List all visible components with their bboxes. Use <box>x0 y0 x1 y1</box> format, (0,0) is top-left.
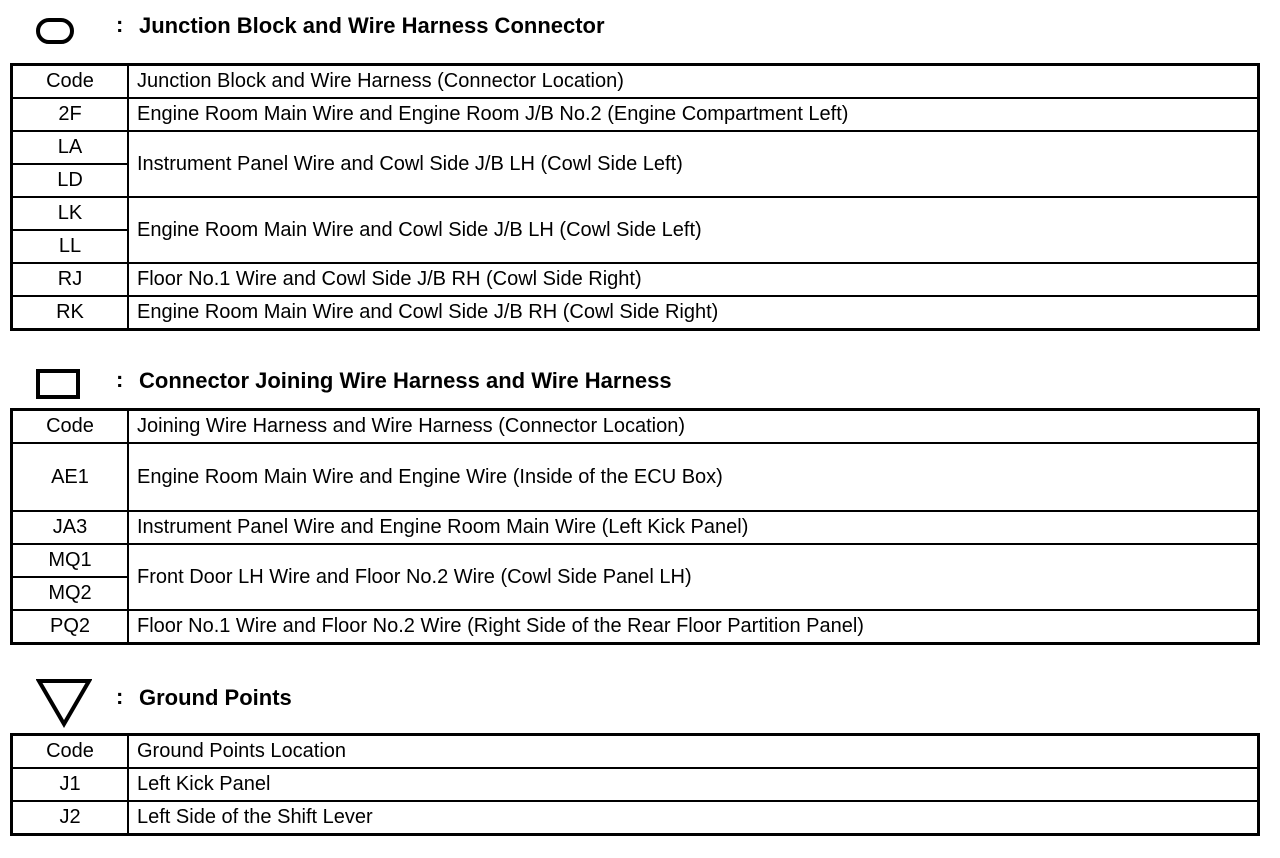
description-cell: Left Kick Panel <box>128 768 1259 801</box>
description-header: Joining Wire Harness and Wire Harness (Connector Location) <box>128 410 1259 444</box>
section-header-ground-points <box>0 678 1280 728</box>
code-cell: PQ2 <box>12 610 129 644</box>
code-cell: LL <box>12 230 129 263</box>
description-cell: Instrument Panel Wire and Cowl Side J/B LH (Cowl Side Left) <box>128 131 1259 197</box>
code-cell: AE1 <box>12 443 129 511</box>
section-header-junction-block <box>0 6 1280 46</box>
section-title: Ground Points <box>139 685 292 710</box>
description-cell: Floor No.1 Wire and Floor No.2 Wire (Right Side of the Rear Floor Partition Panel) <box>128 610 1259 644</box>
section-colon: : <box>116 12 124 37</box>
code-cell: J2 <box>12 801 129 835</box>
table-row <box>12 98 1259 131</box>
description-cell: Engine Room Main Wire and Engine Wire (Inside of the ECU Box) <box>128 443 1259 511</box>
code-cell: MQ2 <box>12 577 129 610</box>
table-row <box>12 263 1259 296</box>
code-cell: J1 <box>12 768 129 801</box>
table-row <box>12 544 1259 577</box>
description-cell: Engine Room Main Wire and Cowl Side J/B RH (Cowl Side Right) <box>128 296 1259 330</box>
description-cell: Floor No.1 Wire and Cowl Side J/B RH (Cowl Side Right) <box>128 263 1259 296</box>
connector-joining-table <box>10 408 1260 645</box>
table-header-row <box>12 410 1259 444</box>
square-icon <box>36 369 80 399</box>
ground-points-table <box>10 733 1260 836</box>
section-header-connector-joining <box>0 361 1280 401</box>
code-cell: LD <box>12 164 129 197</box>
code-header: Code <box>12 735 129 769</box>
code-cell: LK <box>12 197 129 230</box>
table-header-row <box>12 65 1259 99</box>
code-cell: RJ <box>12 263 129 296</box>
code-cell: RK <box>12 296 129 330</box>
section-colon: : <box>116 684 124 709</box>
description-cell: Left Side of the Shift Lever <box>128 801 1259 835</box>
description-header: Junction Block and Wire Harness (Connector Location) <box>128 65 1259 99</box>
code-header: Code <box>12 410 129 444</box>
table-row <box>12 443 1259 511</box>
code-cell: MQ1 <box>12 544 129 577</box>
section-title: Junction Block and Wire Harness Connector <box>139 13 605 38</box>
rounded-rectangle-icon <box>36 18 74 44</box>
table-row <box>12 768 1259 801</box>
description-header: Ground Points Location <box>128 735 1259 769</box>
table-row <box>12 296 1259 330</box>
description-cell: Front Door LH Wire and Floor No.2 Wire (Cowl Side Panel LH) <box>128 544 1259 610</box>
section-colon: : <box>116 367 124 392</box>
code-header: Code <box>12 65 129 99</box>
code-cell: 2F <box>12 98 129 131</box>
inverted-triangle-icon <box>36 678 92 728</box>
code-cell: JA3 <box>12 511 129 544</box>
table-row <box>12 511 1259 544</box>
description-cell: Engine Room Main Wire and Engine Room J/B No.2 (Engine Compartment Left) <box>128 98 1259 131</box>
description-cell: Engine Room Main Wire and Cowl Side J/B LH (Cowl Side Left) <box>128 197 1259 263</box>
table-row <box>12 801 1259 835</box>
section-title: Connector Joining Wire Harness and Wire Harness <box>139 368 672 393</box>
table-row <box>12 131 1259 164</box>
table-header-row <box>12 735 1259 769</box>
table-row <box>12 197 1259 230</box>
description-cell: Instrument Panel Wire and Engine Room Main Wire (Left Kick Panel) <box>128 511 1259 544</box>
table-row <box>12 610 1259 644</box>
junction-block-table <box>10 63 1260 331</box>
code-cell: LA <box>12 131 129 164</box>
